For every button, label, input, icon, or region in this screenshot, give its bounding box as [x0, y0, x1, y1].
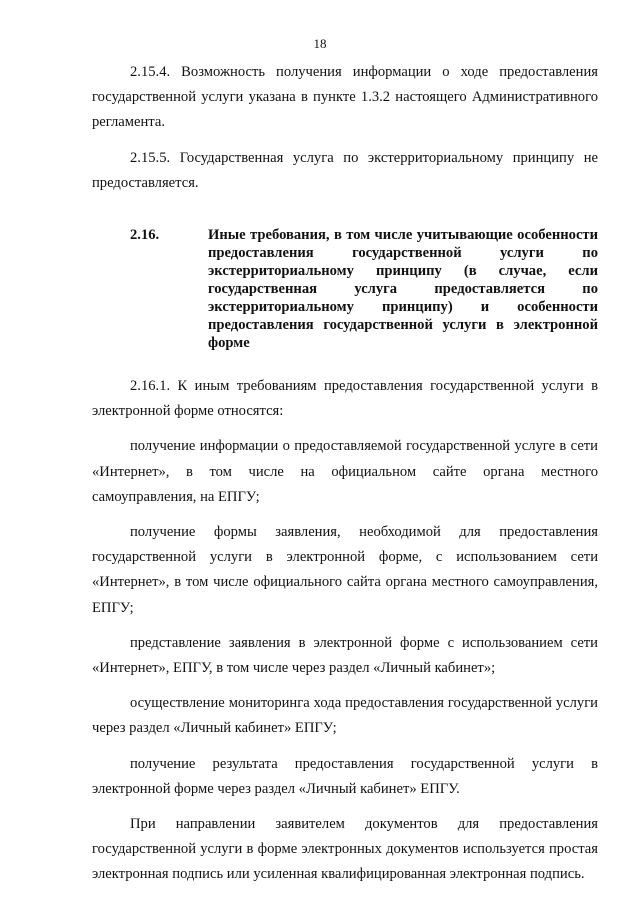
list-item-info: получение информации о предоставляемой государственной услуге в сети «Интернет», в том числе на официальном сайте органа местного самоуправления, на ЕПГУ; [92, 438, 598, 505]
page-number: 18 [313, 36, 327, 51]
paragraph-2-15-5: 2.15.5. Государственная услуга по экстерриториальному принципу не предоставляется. [92, 149, 598, 191]
section-title: Иные требования, в том числе учитывающие особенности предоставления государственной услуги по экстерриториальному принципу (в случае, если государственная услуга предоставляется по экстерриториальному принципу) и особенности предоставления государственной услуги в электронной форме [208, 227, 598, 352]
section-number: 2.16. [130, 227, 160, 244]
document-body [92, 60, 598, 888]
list-item-form: получение формы заявления, необходимой для предоставления государственной услуги в электронной форме, с использованием сети «Интернет», в том числе официального сайта органа местного самоуправления, ЕПГУ; [92, 524, 598, 616]
list-item-result: получение результата предоставления государственной услуги в электронной форме через раздел «Личный кабинет» ЕПГУ. [92, 755, 598, 797]
section-heading [92, 226, 598, 352]
paragraph-2-16-1: 2.16.1. К иным требованиям предоставления государственной услуги в электронной форме относятся: [92, 378, 598, 420]
paragraph-2-15-4: 2.15.4. Возможность получения информации о ходе предоставления государственной услуги указана в пункте 1.3.2 настоящего Административного регламента. [92, 64, 598, 131]
paragraph-signature: При направлении заявителем документов для предоставления государственной услуги в форме электронных документов используется простая электронная подпись или усиленная квалифицированная электронная подпись. [92, 816, 598, 883]
list-item-monitoring: осуществление мониторинга хода предоставления государственной услуги через раздел «Личный кабинет» ЕПГУ; [92, 695, 598, 737]
list-item-submission: представление заявления в электронной форме с использованием сети «Интернет», ЕПГУ, в том числе через раздел «Личный кабинет»; [92, 634, 598, 677]
